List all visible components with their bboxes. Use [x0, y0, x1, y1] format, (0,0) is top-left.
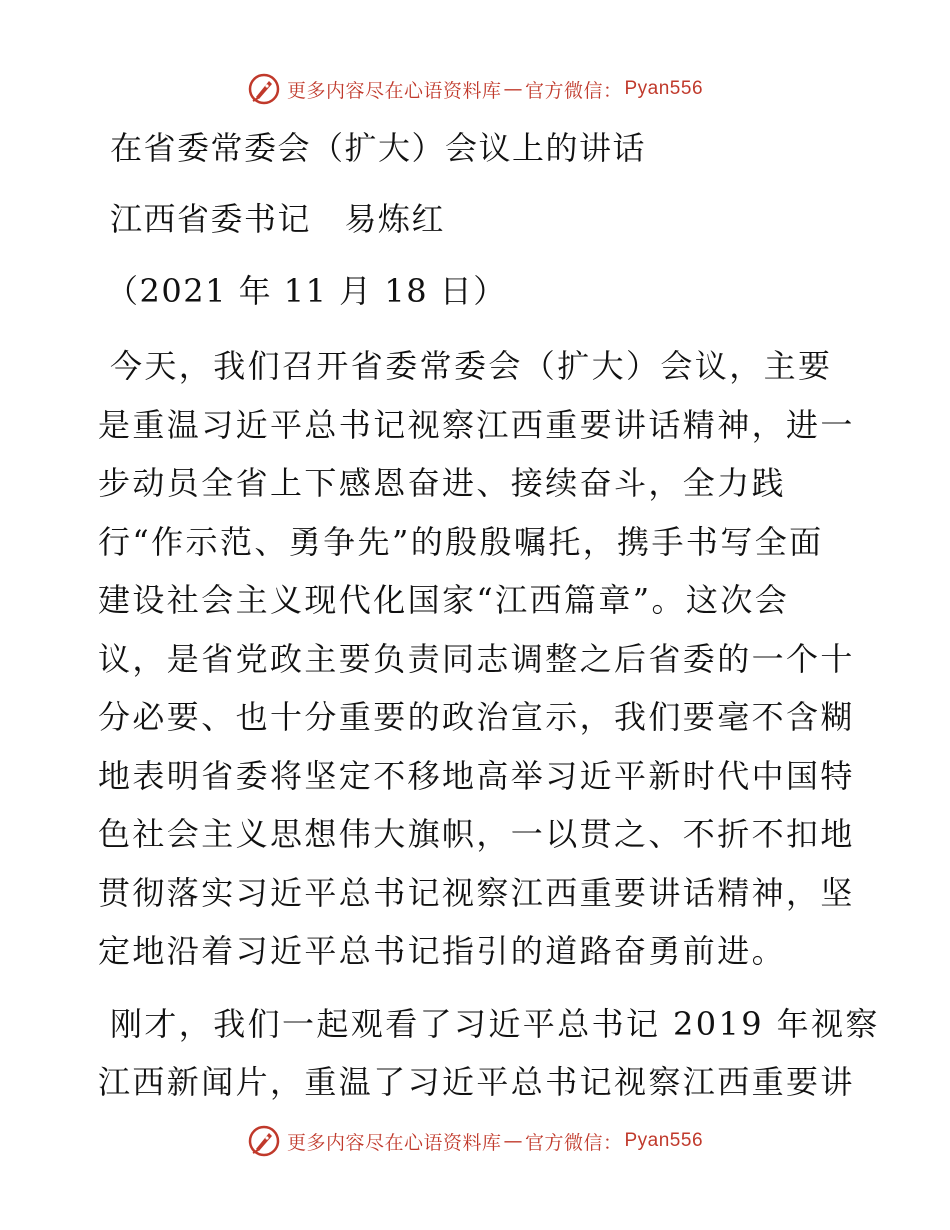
paragraph-line: 建设社会主义现代化国家“江西篇章”。这次会	[98, 581, 790, 619]
paragraph-1	[98, 337, 858, 981]
pen-nib-circle-icon	[247, 72, 281, 106]
document-title: 在省委常委会（扩大）会议上的讲话	[110, 129, 647, 167]
document-author: 江西省委书记 易炼红	[110, 200, 446, 238]
paragraph-line: 贯彻落实习近平总书记视察江西重要讲话精神，坚	[98, 873, 855, 912]
paragraph-line: 今天，我们召开省委常委会（扩大）会议，主要	[110, 347, 833, 385]
paragraph-line: 刚才，我们一起观看了习近平总书记 2019 年视察	[110, 1004, 880, 1043]
paragraph-line: 定地沿着习近平总书记指引的道路奋勇前进。	[98, 932, 787, 970]
banner-text: 更多内容尽在心语资料库	[286, 79, 502, 102]
banner-separator: —	[503, 78, 523, 100]
paragraph-line: 是重温习近平总书记视察江西重要讲话精神，进一	[98, 405, 855, 444]
paragraph-line: 分必要、也十分重要的政治宣示，我们要毫不含糊	[98, 698, 855, 736]
paragraph-line: 地表明省委将坚定不移地高举习近平新时代中国特	[98, 756, 855, 795]
paragraph-line: 色社会主义思想伟大旗帜，一以贯之、不折不扣地	[98, 815, 855, 853]
paragraph-line: 行“作示范、勇争先”的殷殷嘱托，携手书写全面	[98, 522, 824, 561]
footer-watermark-banner	[0, 1124, 950, 1158]
paragraph-line: 议，是省党政主要负责同志调整之后省委的一个十	[98, 639, 855, 678]
pen-nib-circle-icon	[247, 1124, 281, 1158]
paragraph-line: 江西新闻片，重温了习近平总书记视察江西重要讲	[98, 1063, 855, 1101]
paragraph-2	[98, 995, 880, 1112]
paragraph-line: 步动员全省上下感恩奋进、接续奋斗，全力践	[98, 464, 787, 502]
banner-wechat-id: Pyan556	[624, 78, 704, 99]
header-watermark-banner	[0, 72, 950, 106]
banner-separator: —	[503, 1130, 523, 1152]
banner-label: 官方微信：	[524, 1131, 623, 1154]
document-body	[98, 124, 880, 1112]
banner-wechat-id: Pyan556	[624, 1130, 704, 1151]
document-date: （2021 年 11 月 18 日）	[106, 272, 507, 310]
banner-text: 更多内容尽在心语资料库	[286, 1131, 502, 1154]
banner-label: 官方微信：	[524, 79, 623, 102]
